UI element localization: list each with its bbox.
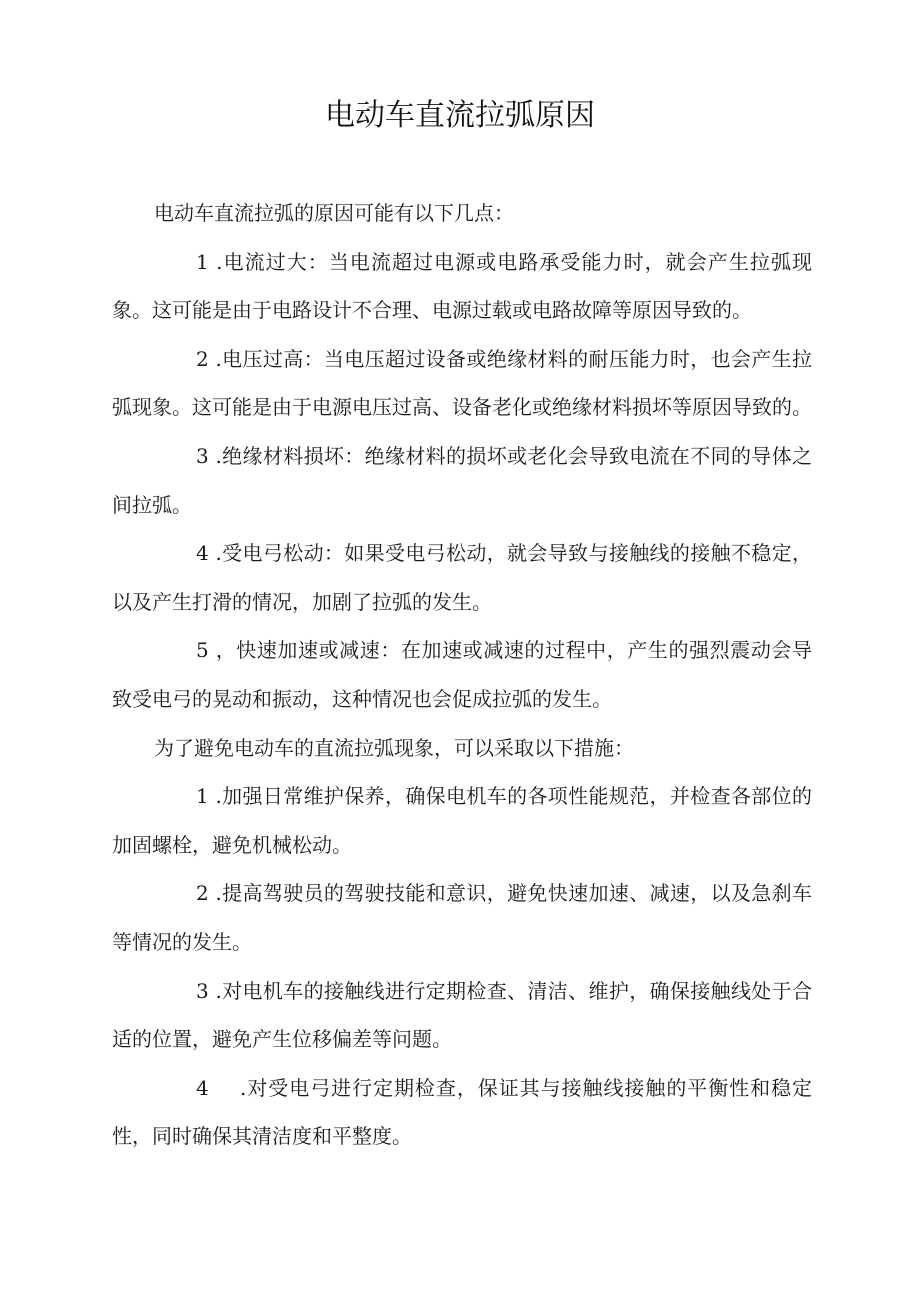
measures-intro-paragraph: 为了避免电动车的直流拉弧现象，可以采取以下措施： — [154, 735, 634, 760]
cause-item-3 — [112, 432, 812, 529]
item-number: 2 — [196, 346, 209, 371]
item-text: .对电机车的接触线进行定期检查、清洁、维护，确保接触线处于合适的位置，避免产生位移偏差等问题。 — [112, 978, 813, 1052]
item-text: .电流过大：当电流超过电源或电路承受能力时，就会产生拉弧现象。这可能是由于电路设计不合理、电源过载或电路故障等原因导致的。 — [112, 249, 813, 323]
page-title: 电动车直流拉弧原因 — [325, 98, 595, 133]
item-text: .提高驾驶员的驾驶技能和意识，避免快速加速、减速，以及急刹车等情况的发生。 — [112, 881, 813, 954]
cause-item-2 — [112, 335, 812, 432]
cause-item-5 — [112, 626, 812, 723]
cause-item-4 — [112, 529, 812, 626]
measure-item-4 — [112, 1064, 812, 1161]
measure-item-2 — [112, 869, 812, 966]
item-number: 1 — [196, 249, 209, 274]
item-number: 3 — [196, 443, 209, 468]
item-number: 1 — [196, 784, 209, 809]
item-number: 4 — [196, 541, 209, 566]
document-body — [112, 189, 812, 1161]
item-number: 5 — [196, 638, 209, 663]
item-text: .电压过高：当电压超过设备或绝缘材料的耐压能力时，也会产生拉弧现象。这可能是由于电源电压过高、设备老化或绝缘材料损坏等原因导致的。 — [112, 346, 813, 420]
item-number: 4 — [196, 1075, 209, 1100]
item-text: .绝缘材料损坏：绝缘材料的损坏或老化会导致电流在不同的导体之间拉弧。 — [112, 443, 813, 517]
measure-item-3 — [112, 967, 812, 1064]
item-text: .对受电弓进行定期检查，保证其与接触线接触的平衡性和稳定性，同时确保其清洁度和平整度。 — [112, 1075, 813, 1149]
item-number: 2 — [196, 881, 209, 906]
intro-paragraph: 电动车直流拉弧的原因可能有以下几点： — [154, 201, 514, 225]
item-number: 3 — [196, 978, 209, 1003]
measure-item-1 — [112, 772, 812, 869]
item-text: .受电弓松动：如果受电弓松动，就会导致与接触线的接触不稳定，以及产生打滑的情况，加剧了拉弧的发生。 — [112, 541, 813, 614]
item-text: .加强日常维护保养，确保电机车的各项性能规范，并检查各部位的加固螺栓，避免机械松动。 — [112, 784, 813, 857]
cause-item-1 — [112, 238, 812, 335]
item-text: ，快速加速或减速：在加速或减速的过程中，产生的强烈震动会导致受电弓的晃动和振动，这种情况也会促成拉弧的发生。 — [112, 638, 813, 711]
